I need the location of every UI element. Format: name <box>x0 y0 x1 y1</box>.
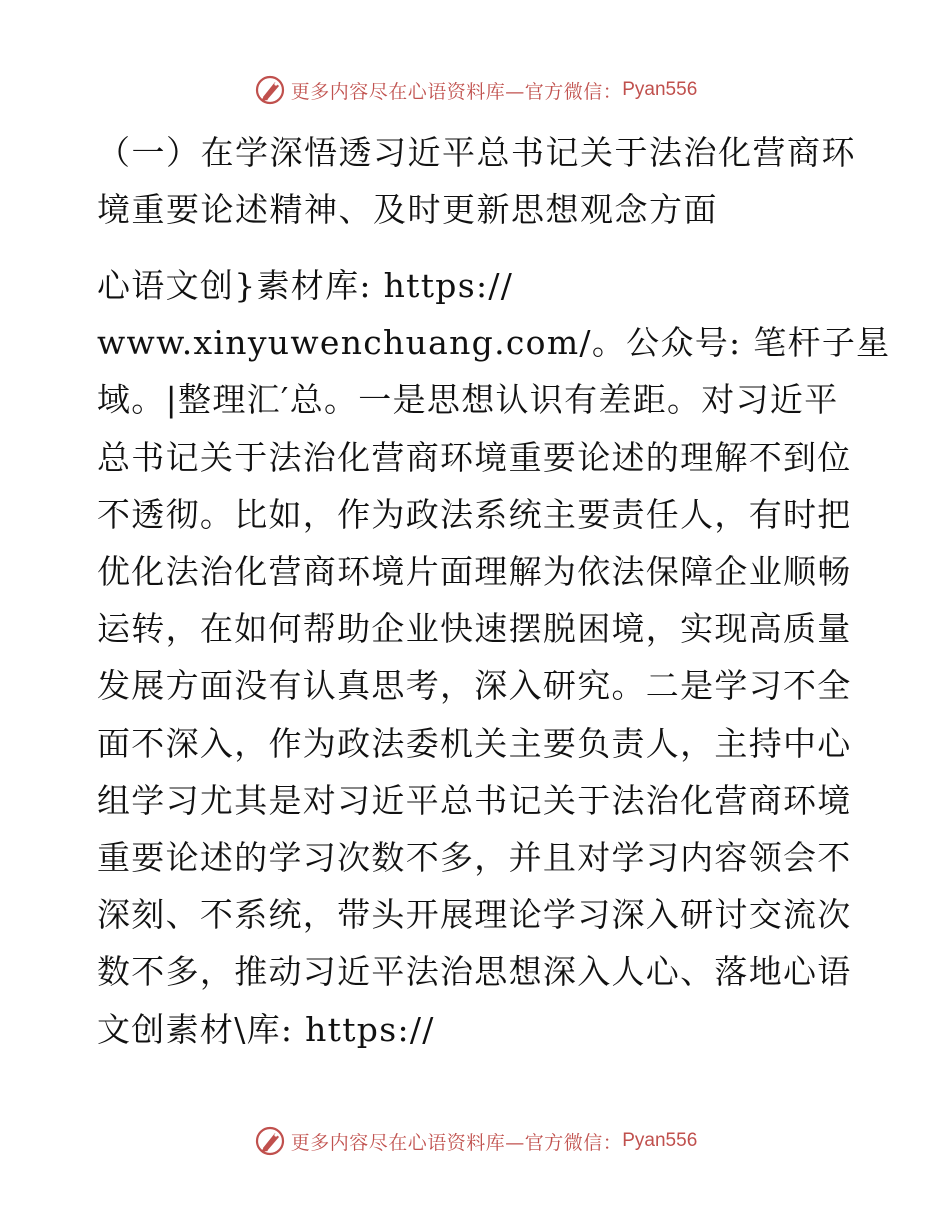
footer-banner <box>0 1121 950 1161</box>
banner-text: 更多内容尽在心语资料库—官方微信： <box>290 1131 623 1154</box>
body-line: 深刻、不系统，带头开展理论学习深入研讨交流次 <box>97 895 852 934</box>
banner-wechat-handle: Pyan556 <box>622 79 698 100</box>
body-line: 心语文创}素材库: https:// <box>97 266 514 305</box>
body-line: 发展方面没有认真思考，深入研究。二是学习不全 <box>97 666 852 705</box>
body-line: 优化法治化营商环境片面理解为依法保障企业顺畅 <box>97 552 852 591</box>
body-line: www.xinyuwenchuang.com/。公众号: 笔杆子星 <box>97 323 891 362</box>
body-line: 文创素材\库: https:// <box>97 1010 435 1049</box>
body-line: 运转，在如何帮助企业快速摆脱困境，实现高质量 <box>97 609 852 648</box>
body-line: 总书记关于法治化营商环境重要论述的理解不到位 <box>97 438 852 477</box>
banner-wechat-handle: Pyan556 <box>622 1130 698 1151</box>
section-heading: （一）在学深悟透习近平总书记关于法治化营商环境重要论述精神、及时更新思想观念方面 <box>97 133 856 229</box>
banner-text: 更多内容尽在心语资料库—官方微信： <box>290 80 623 103</box>
body-line: 数不多，推动习近平法治思想深入人心、落地心语 <box>97 952 852 991</box>
pen-nib-icon <box>253 73 287 107</box>
header-banner <box>0 70 950 110</box>
body-line: 域。|整理汇′总。一是思想认识有差距。对习近平 <box>97 380 839 419</box>
pen-nib-icon <box>253 1124 287 1158</box>
body-line: 组学习尤其是对习近平总书记关于法治化营商环境 <box>97 781 852 820</box>
body-line: 重要论述的学习次数不多，并且对学习内容领会不 <box>97 838 852 877</box>
body-line: 面不深入，作为政法委机关主要负责人，主持中心 <box>97 724 852 763</box>
body-line: 不透彻。比如，作为政法系统主要责任人，有时把 <box>97 495 852 534</box>
